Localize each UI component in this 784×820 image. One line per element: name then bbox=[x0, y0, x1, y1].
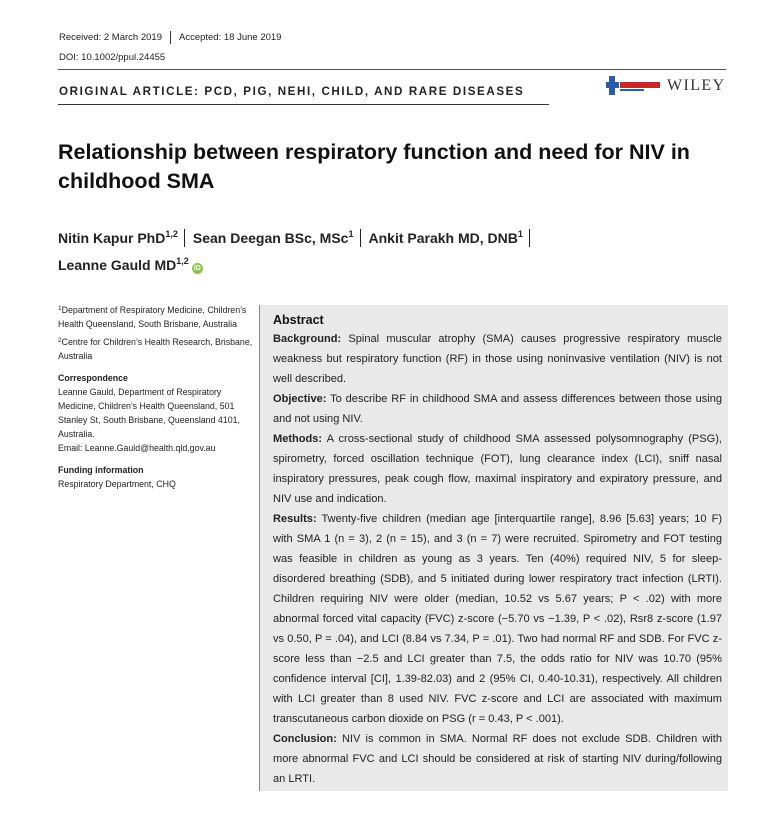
affiliation bbox=[58, 335, 253, 363]
section-label: Conclusion: bbox=[273, 733, 337, 745]
abstract-conclusion bbox=[273, 729, 722, 789]
section-text: To describe RF in childhood SMA and assess differences between those using and not using NIV. bbox=[273, 393, 722, 425]
funding-heading: Funding information bbox=[58, 465, 144, 475]
abstract-results bbox=[273, 509, 722, 729]
funding-text: Respiratory Department, CHQ bbox=[58, 479, 176, 489]
correspondence-heading: Correspondence bbox=[58, 373, 128, 383]
article-title: Relationship between respiratory function and need for NIV in childhood SMA bbox=[58, 140, 690, 193]
orcid-icon[interactable]: iD bbox=[193, 265, 201, 272]
author-name[interactable]: Leanne Gauld MD bbox=[58, 257, 177, 273]
section-text: NIV is common in SMA. Normal RF does not exclude SDB. Children with more abnormal FVC and LCI should be considered at risk of starting NIV during/following an LRTI. bbox=[273, 733, 722, 785]
section-text: A cross-sectional study of childhood SMA assessed polysomnography (PSG), spirometry, forced oscillation technique (FOT), lung clearance index (LCI), sniff nasal inspiratory pressures, peak cough flow, maximal inspiratory and expiratory pressure, and NIV use and indication. bbox=[273, 433, 722, 505]
header-divider bbox=[58, 69, 726, 70]
publisher-logo: WILEY bbox=[667, 77, 726, 94]
section-text: Spinal muscular atrophy (SMA) causes progressive respiratory muscle weakness but respiratory function (RF) in those using noninvasive ventilation (NIV) is not well described. bbox=[273, 333, 722, 385]
author-name[interactable]: Nitin Kapur PhD bbox=[58, 230, 166, 246]
abstract-objective bbox=[273, 389, 722, 429]
author-separator bbox=[360, 229, 361, 247]
affiliation-number: 1 bbox=[58, 305, 62, 312]
received-date: Received: 2 March 2019 bbox=[59, 32, 162, 43]
affiliation-number: 2 bbox=[58, 337, 62, 344]
author-affiliation: 1 bbox=[348, 229, 354, 239]
section-label: Background: bbox=[273, 333, 342, 345]
author-list bbox=[58, 225, 738, 279]
author-name[interactable]: Sean Deegan BSc, MSc bbox=[192, 230, 349, 246]
correspondence-text: Leanne Gauld, Department of Respiratory Medicine, Children’s Health Queensland, 501 Stanley St, South Brisbane, Queensland 4101, Australia. bbox=[58, 387, 240, 439]
publisher-branding bbox=[606, 76, 726, 96]
correspondence-email[interactable]: Email: Leanne.Gauld@health.qld.gov.au bbox=[58, 443, 216, 453]
section-label: Methods: bbox=[273, 433, 323, 445]
section-label: Objective: bbox=[273, 393, 327, 405]
abstract-methods bbox=[273, 429, 722, 509]
section-label: Results: bbox=[273, 513, 317, 525]
author-separator bbox=[184, 229, 185, 247]
article-type: ORIGINAL ARTICLE: PCD, PIG, NEHI, CHILD, AND RARE DISEASES bbox=[59, 85, 525, 98]
affiliation-text: Department of Respiratory Medicine, Children’s Health Queensland, South Brisbane, Australia bbox=[58, 305, 247, 329]
abstract-box bbox=[259, 305, 728, 791]
divider bbox=[170, 31, 171, 44]
author-separator bbox=[529, 229, 530, 247]
author-affiliation: 1 bbox=[517, 229, 523, 239]
author-affiliation: 1,2 bbox=[165, 229, 178, 239]
article-type-underline bbox=[58, 104, 549, 105]
journal-logo-icon bbox=[606, 76, 661, 96]
abstract-background bbox=[273, 329, 722, 389]
abstract-heading: Abstract bbox=[273, 313, 324, 327]
author-affiliation: 1,2 bbox=[176, 256, 189, 266]
accepted-date: Accepted: 18 June 2019 bbox=[178, 32, 282, 43]
article-sidebar bbox=[58, 303, 253, 495]
affiliation-text: Centre for Children’s Health Research, Brisbane, Australia bbox=[58, 337, 253, 361]
affiliation bbox=[58, 303, 253, 331]
section-text: Twenty-five children (median age [interquartile range], 8.96 [5.63] years; 10 F) with SMA 1 (n = 3), 2 (n = 15), and 3 (n = 7) were recruited. Spirometry and FOT testing was feasible in children as young as 3 years. Ten (40%) required NIV, 5 for sleep-disordered breathing (SDB), and 5 initiated during lower respiratory tract infection (LRTI). Children requiring NIV were older (median, 10.52 vs 5.67 years; P < .02) with more abnormal forced vital capacity (FVC) z-score (−5.70 vs −1.39, P < .02), Rsr8 z-score (1.97 vs 0.50, P = .04), and LCI (8.84 vs 7.34, P = .01). Two had normal RF and SDB. For FVC z-score less than −2.5 and LCI greater than 7.5, the odds ratio for NIV was 10.70 (95% confidence interval [CI], 1.39-82.03) and 2 (95% CI, 0.40-10.31), respectively. All children with LCI greater than 8 used NIV. FVC z-score and LCI are associated with maximum transcutaneous carbon dioxide on PSG (r = 0.43, P < .001). bbox=[273, 513, 722, 725]
submission-dates bbox=[59, 31, 281, 44]
doi[interactable]: DOI: 10.1002/ppul.24455 bbox=[59, 52, 166, 63]
author-name[interactable]: Ankit Parakh MD, DNB bbox=[368, 230, 518, 246]
